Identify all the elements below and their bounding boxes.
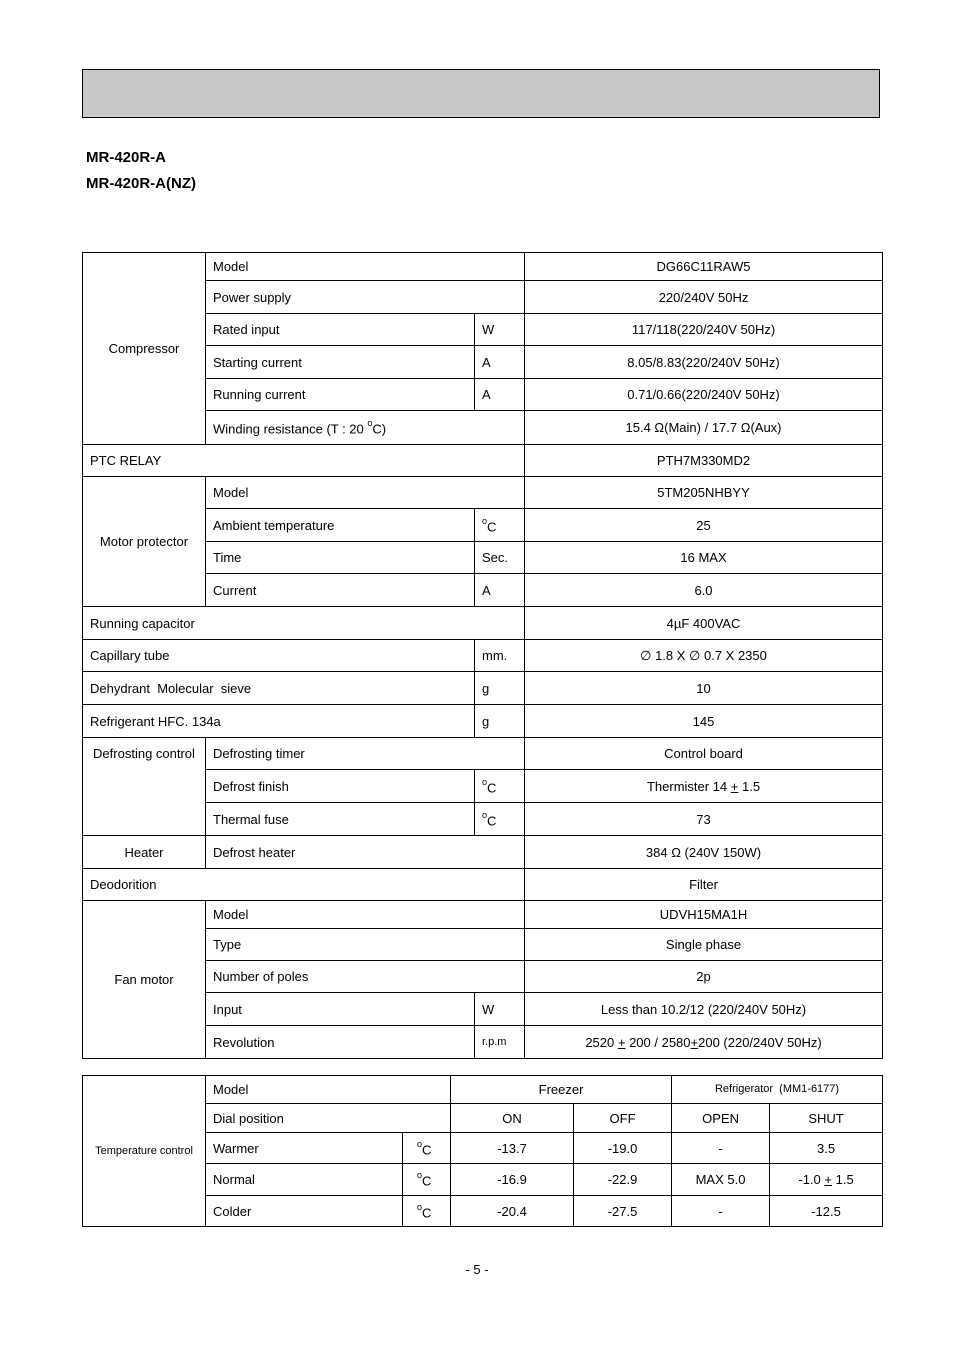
shut-header: SHUT (770, 1104, 883, 1133)
cell-open: - (672, 1196, 770, 1227)
row-value: 10 (525, 672, 883, 705)
temperature-control-table (82, 1075, 883, 1227)
cell-shut: -12.5 (770, 1196, 883, 1227)
row-unit: $^o$C (403, 1196, 451, 1227)
row-label: Rated input (206, 314, 475, 346)
table-row (83, 869, 883, 901)
row-unit: A (475, 379, 525, 411)
row-unit: $^o$C (475, 803, 525, 836)
row-label: Defrost finish (206, 770, 475, 803)
row-value: 16 MAX (525, 542, 883, 574)
model-name-2: MR-420R-A(NZ) (86, 175, 196, 192)
row-value: UDVH15MA1H (525, 901, 883, 929)
row-value: 220/240V 50Hz (525, 281, 883, 314)
row-value: 384 Ω (240V 150W) (525, 836, 883, 869)
row-label: Input (206, 993, 475, 1026)
off-header: OFF (574, 1104, 672, 1133)
row-label: Colder (206, 1196, 403, 1227)
row-value: Less than 10.2/12 (220/240V 50Hz) (525, 993, 883, 1026)
row-unit: g (475, 672, 525, 705)
row-label: Winding resistance (T : 20 $^o$C) (206, 411, 525, 445)
table-row (83, 738, 883, 770)
row-label: Revolution (206, 1026, 475, 1059)
freezer-header: Freezer (451, 1076, 672, 1104)
cell-on: -13.7 (451, 1133, 574, 1164)
section-header-bar (82, 69, 880, 118)
row-value: 5TM205NHBYY (525, 477, 883, 509)
row-value: 0.71/0.66(220/240V 50Hz) (525, 379, 883, 411)
row-label: Thermal fuse (206, 803, 475, 836)
row-value: 8.05/8.83(220/240V 50Hz) (525, 346, 883, 379)
row-label: Capillary tube (83, 640, 475, 672)
row-label: Refrigerant HFC. 134a (83, 705, 475, 738)
row-unit: $^o$C (475, 509, 525, 542)
table-row (83, 672, 883, 705)
table-row (83, 705, 883, 738)
table-row (83, 607, 883, 640)
row-value: 4µF 400VAC (525, 607, 883, 640)
row-unit: $^o$C (475, 770, 525, 803)
refrigerator-header: Refrigerator (MM1-6177) (672, 1076, 883, 1104)
row-label: Current (206, 574, 475, 607)
table-row (83, 477, 883, 509)
page-number: - 5 - (465, 1262, 489, 1277)
row-value: 2p (525, 961, 883, 993)
row-unit: W (475, 993, 525, 1026)
row-value: Control board (525, 738, 883, 770)
table-row (83, 836, 883, 869)
cell-off: -19.0 (574, 1133, 672, 1164)
row-value: Thermister 14 + 1.5 (525, 770, 883, 803)
cell-shut: 3.5 (770, 1133, 883, 1164)
row-label: Normal (206, 1164, 403, 1196)
row-unit: r.p.m (475, 1026, 525, 1059)
spec-table (82, 252, 883, 1059)
row-value: PTH7M330MD2 (525, 445, 883, 477)
table-row (83, 253, 883, 281)
row-value: ∅ 1.8 X ∅ 0.7 X 2350 (525, 640, 883, 672)
row-unit: mm. (475, 640, 525, 672)
compressor-label: Compressor (83, 253, 206, 445)
row-value: 117/118(220/240V 50Hz) (525, 314, 883, 346)
row-value: 15.4 Ω(Main) / 17.7 Ω(Aux) (525, 411, 883, 445)
cell-shut: -1.0 + 1.5 (770, 1164, 883, 1196)
row-label: Defrost heater (206, 836, 525, 869)
row-label: Starting current (206, 346, 475, 379)
row-unit: Sec. (475, 542, 525, 574)
cell-on: -20.4 (451, 1196, 574, 1227)
row-label: Dial position (206, 1104, 451, 1133)
row-value: 145 (525, 705, 883, 738)
table-row (83, 901, 883, 929)
open-header: OPEN (672, 1104, 770, 1133)
cell-open: - (672, 1133, 770, 1164)
row-label: Model (206, 253, 525, 281)
model-name-1: MR-420R-A (86, 149, 167, 166)
row-value: 25 (525, 509, 883, 542)
row-label: Dehydrant Molecular sieve (83, 672, 475, 705)
row-label: PTC RELAY (83, 445, 525, 477)
row-value: 2520 + 200 / 2580+200 (220/240V 50Hz) (525, 1026, 883, 1059)
row-value: DG66C11RAW5 (525, 253, 883, 281)
motor-protector-label: Motor protector (83, 477, 206, 607)
row-value: 73 (525, 803, 883, 836)
fan-motor-label: Fan motor (83, 901, 206, 1059)
row-label: Power supply (206, 281, 525, 314)
row-label: Model (206, 1076, 451, 1104)
row-value: 6.0 (525, 574, 883, 607)
cell-off: -27.5 (574, 1196, 672, 1227)
row-label: Running current (206, 379, 475, 411)
row-label: Time (206, 542, 475, 574)
defrosting-control-label: Defrosting control (83, 738, 206, 836)
row-unit: $^o$C (403, 1133, 451, 1164)
row-label: Type (206, 929, 525, 961)
row-value: Single phase (525, 929, 883, 961)
table-row (83, 640, 883, 672)
cell-on: -16.9 (451, 1164, 574, 1196)
row-unit: $^o$C (403, 1164, 451, 1196)
table-row (83, 1076, 883, 1104)
row-label: Number of poles (206, 961, 525, 993)
heater-label: Heater (83, 836, 206, 869)
row-unit: g (475, 705, 525, 738)
row-unit: A (475, 346, 525, 379)
row-label: Model (206, 477, 525, 509)
row-unit: W (475, 314, 525, 346)
cell-off: -22.9 (574, 1164, 672, 1196)
cell-open: MAX 5.0 (672, 1164, 770, 1196)
row-label: Warmer (206, 1133, 403, 1164)
on-header: ON (451, 1104, 574, 1133)
row-label: Ambient temperature (206, 509, 475, 542)
row-label: Defrosting timer (206, 738, 525, 770)
row-label: Running capacitor (83, 607, 525, 640)
row-label: Deodorition (83, 869, 525, 901)
row-value: Filter (525, 869, 883, 901)
row-unit: A (475, 574, 525, 607)
row-label: Model (206, 901, 525, 929)
table-row (83, 445, 883, 477)
temperature-control-label: Temperature control (83, 1076, 206, 1227)
